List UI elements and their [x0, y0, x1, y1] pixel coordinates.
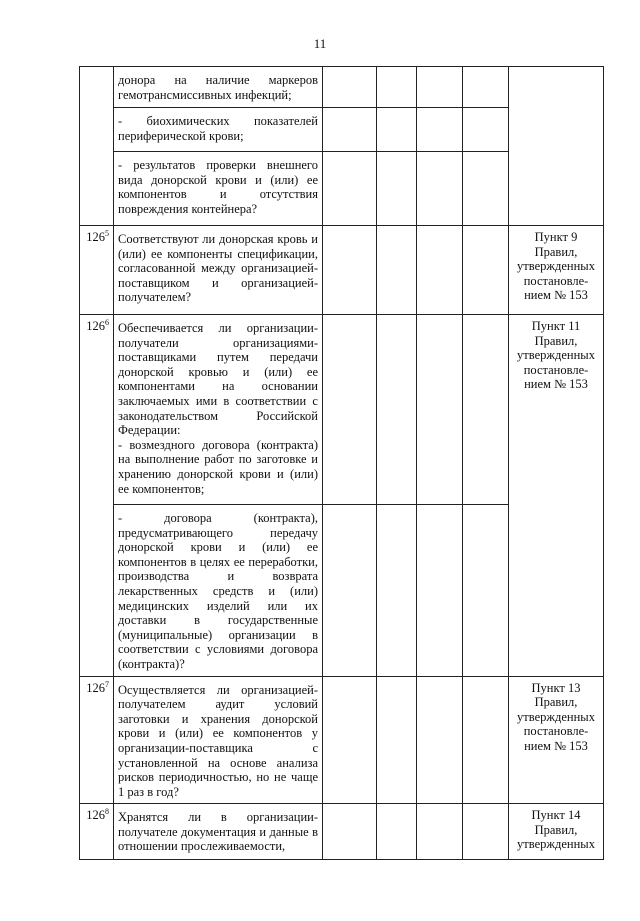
table-row [80, 226, 604, 315]
reference-cell [509, 676, 604, 804]
row-number-cell [80, 67, 114, 226]
answer-yes-cell [323, 804, 377, 860]
answer-na-cell [417, 315, 463, 505]
question-text: - договора (контракта), предусматривающего передачу донорской крови и (или) ее компонентов в целях ее переработки, производства и возврата лекарственных средств и (или) медицинских изделий или их доставки в государственные (муниципальные) организации в соответствии с условиями договора (контракта)? [118, 511, 318, 671]
answer-note-cell [463, 676, 509, 804]
reference-cell [509, 226, 604, 315]
answer-no-cell [377, 804, 417, 860]
answer-note-cell [463, 226, 509, 315]
question-cell [114, 108, 323, 152]
answer-no-cell [377, 226, 417, 315]
row-number: 126 [86, 230, 105, 244]
row-number: 126 [86, 808, 105, 823]
question-text: Хранятся ли в организации-получателе документация и данные в отношении прослеживаемости, [118, 810, 318, 854]
answer-no-cell [377, 315, 417, 505]
row-number-cell [80, 676, 114, 804]
question-text: - биохимических показателей периферической крови; [118, 114, 318, 143]
question-cell [114, 804, 323, 860]
question-text: донора на наличие маркеров гемотрансмиссивных инфекций; [118, 73, 318, 102]
answer-na-cell [417, 505, 463, 677]
answer-no-cell [377, 505, 417, 677]
answer-yes-cell [323, 108, 377, 152]
table-row [80, 315, 604, 505]
row-number-cell [80, 226, 114, 315]
question-cell [114, 505, 323, 677]
answer-na-cell [417, 676, 463, 804]
checklist-table [79, 66, 604, 860]
answer-note-cell [463, 804, 509, 860]
answer-yes-cell [323, 226, 377, 315]
row-number: 126 [86, 680, 105, 695]
answer-no-cell [377, 676, 417, 804]
reference-cell [509, 804, 604, 860]
answer-no-cell [377, 152, 417, 226]
answer-na-cell [417, 108, 463, 152]
reference-text: Пункт 9 Правил, утвержденных постановле-нием № 153 [517, 230, 595, 303]
answer-na-cell [417, 67, 463, 108]
answer-note-cell [463, 505, 509, 677]
reference-text: Пункт 14 Правил, утвержденных [517, 808, 595, 852]
answer-yes-cell [323, 67, 377, 108]
answer-no-cell [377, 108, 417, 152]
answer-no-cell [377, 67, 417, 108]
answer-yes-cell [323, 505, 377, 677]
row-number-superscript: 8 [105, 807, 109, 817]
question-cell [114, 226, 323, 315]
question-text: Обеспечивается ли организации-получатели организациями-поставщиками путем передачи донорской кровью и (или) ее компонентами на основании заключаемых ими в соответствии с законодательством Российской Федерации: - возмездного договора (контракта) на выполнение работ по заготовке и хранению донорской крови и (или) ее компонентов; [118, 321, 318, 496]
table-row [80, 67, 604, 108]
table-row [80, 676, 604, 804]
question-text: Соответствуют ли донорская кровь и (или) ее компоненты спецификации, согласованной между организацией-поставщиком и организацией-получателем? [118, 232, 318, 305]
answer-na-cell [417, 152, 463, 226]
answer-note-cell [463, 152, 509, 226]
question-cell [114, 152, 323, 226]
table-row [80, 804, 604, 860]
answer-note-cell [463, 67, 509, 108]
reference-text: Пункт 11 Правил, утвержденных постановле-нием № 153 [517, 319, 595, 392]
row-number: 126 [86, 319, 105, 333]
answer-yes-cell [323, 152, 377, 226]
answer-na-cell [417, 804, 463, 860]
answer-yes-cell [323, 676, 377, 804]
question-cell [114, 315, 323, 505]
row-number-superscript: 6 [105, 318, 109, 327]
answer-yes-cell [323, 315, 377, 505]
row-number-cell [80, 315, 114, 677]
answer-note-cell [463, 108, 509, 152]
reference-cell [509, 67, 604, 226]
row-number-superscript: 7 [105, 679, 109, 689]
question-cell [114, 67, 323, 108]
answer-note-cell [463, 315, 509, 505]
page-number: 11 [313, 36, 327, 51]
question-text: - результатов проверки внешнего вида донорской крови и (или) ее компонентов и отсутствия повреждения контейнера? [118, 158, 318, 216]
row-number-superscript: 5 [105, 229, 109, 238]
question-text: Осуществляется ли организацией-получателем аудит условий заготовки и хранения донорской крови и (или) ее компонентов у организации-поставщика с установленной на основе анализа рисков периодичностью, но не чаще 1 раз в год? [118, 682, 318, 799]
reference-text: Пункт 13 Правил, утвержденных постановле-нием № 153 [517, 680, 595, 753]
row-number-cell [80, 804, 114, 860]
reference-cell [509, 315, 604, 677]
answer-na-cell [417, 226, 463, 315]
question-cell [114, 676, 323, 804]
